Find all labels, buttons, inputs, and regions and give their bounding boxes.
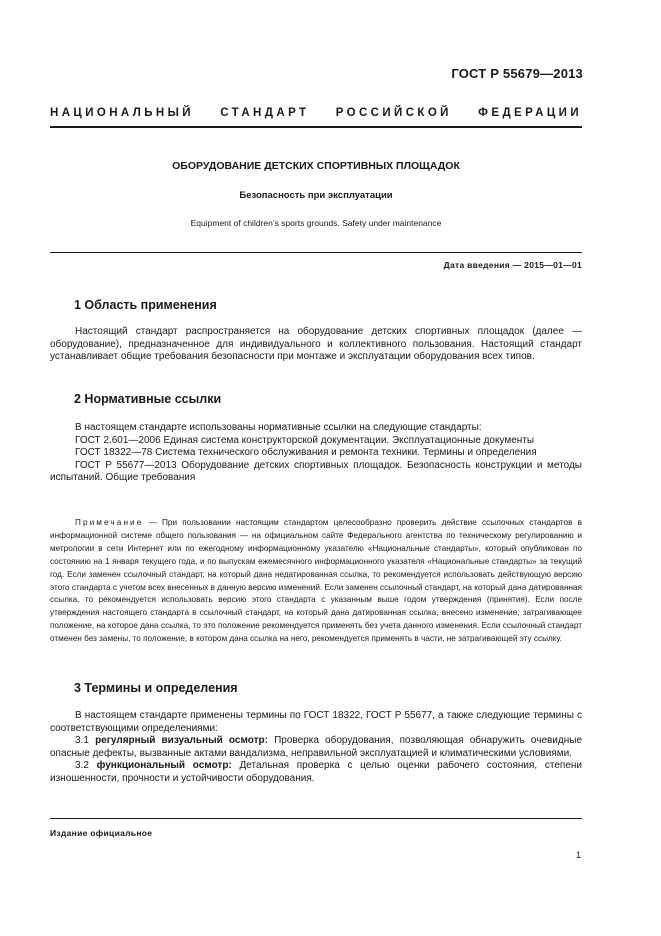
term-definition (50, 760, 582, 785)
title-rule (50, 252, 582, 253)
page-number: 1 (575, 850, 581, 860)
section-1-body (50, 326, 582, 364)
term-name: функциональный осмотр: (96, 760, 232, 772)
footer-rule (50, 818, 582, 819)
section-2-body (50, 422, 582, 485)
document-subtitle: Безопасность при эксплуатации (239, 190, 393, 201)
national-standard-banner: НАЦИОНАЛЬНЫЙ СТАНДАРТ РОССИЙСКОЙ ФЕДЕРАЦИИ (50, 107, 582, 119)
normative-ref: ГОСТ Р 55677—2013 Оборудование детских спортивных площадок. Безопасность конструкции и методы испытаний. Общие требования (50, 459, 582, 484)
term-definition (50, 735, 582, 760)
note-text: — При пользовании настоящим стандартом целесообразно проверить действие ссылочных стандартов в информационной системе общего пользования — на официальном сайте Федерального агентства по техническому регулированию и метрологии в сети Интернет или по ежегодному информационному указателю «Национальные стандарты», который опубликован по состоянию на 1 января текущего года, и по выпускам ежемесячного информационного указателя «Национальные стандарты» за текущий год. Если заменен ссылочный стандарт, на который дана недатированная ссылка, то рекомендуется использовать действующую версию этого стандарта с учетом всех внесенных в данную версию изменений. Если заменен ссылочный стандарт, на который дана датированная ссылка, то рекомендуется использовать версию этого стандарта с указанным выше годом утверждения (принятия). Если после утверждения настоящего стандарта в ссылочный стандарт, на который дана датированная ссылка, внесено изменение, затрагивающее положение, на которое дана ссылка, то это положение рекомендуется применять без учета данного изменения. Если ссылочный стандарт отменен без замены, то положение, в котором дана ссылка на него, рекомендуется применять в части, не затрагивающей эту ссылку. (50, 518, 582, 644)
header-rule (50, 126, 582, 128)
normative-ref: ГОСТ 2.601—2006 Единая система конструкторской документации. Эксплуатационные документы (75, 434, 535, 446)
term-text: Детальная проверка с целью оценки рабочего состояния, степени изношенности, прочности и устойчивости оборудования. (50, 760, 583, 784)
term-text: Проверка оборудования, позволяющая обнаружить очевидные опасные дефекты, вызванные актами вандализма, неправильной эксплуатацией и климатическими условиями. (50, 735, 583, 759)
section-2-note (50, 517, 582, 646)
term-number: 3.1 (75, 735, 89, 747)
edition-label: Издание официальное (50, 828, 153, 838)
gost-code: ГОСТ Р 55679—2013 (451, 66, 583, 81)
section-2-heading: 2 Нормативные ссылки (74, 392, 222, 406)
introduction-date: Дата введения — 2015—01—01 (443, 260, 582, 270)
section-2-intro: В настоящем стандарте использованы нормативные ссылки на следующие стандарты: (75, 422, 482, 433)
document-title-english: Equipment of children’s sports grounds. Safety under maintenance (190, 218, 442, 228)
section-1-paragraph: Настоящий стандарт распространяется на оборудование детских спортивных площадок (далее — оборудование), предназначенное для индивидуального и коллективного пользования. Настоящий стандарт устанавливает общие требования безопасности при монтаже и эксплуатации оборудования всех типов. (50, 326, 582, 363)
document-title: ОБОРУДОВАНИЕ ДЕТСКИХ СПОРТИВНЫХ ПЛОЩАДОК (172, 160, 460, 172)
section-1-heading: 1 Область применения (74, 298, 217, 312)
section-3-heading: 3 Термины и определения (74, 681, 238, 695)
section-3-body (50, 710, 582, 786)
note-label: Примечание (75, 518, 144, 527)
normative-ref: ГОСТ 18322—78 Система технического обслуживания и ремонта техники. Термины и определения (75, 447, 537, 459)
term-name: регулярный визуальный осмотр: (95, 735, 268, 747)
section-3-intro: В настоящем стандарте применены термины по ГОСТ 18322, ГОСТ Р 55677, а также следующие термины с соответствующими определениями: (50, 710, 582, 734)
term-number: 3.2 (75, 760, 89, 772)
